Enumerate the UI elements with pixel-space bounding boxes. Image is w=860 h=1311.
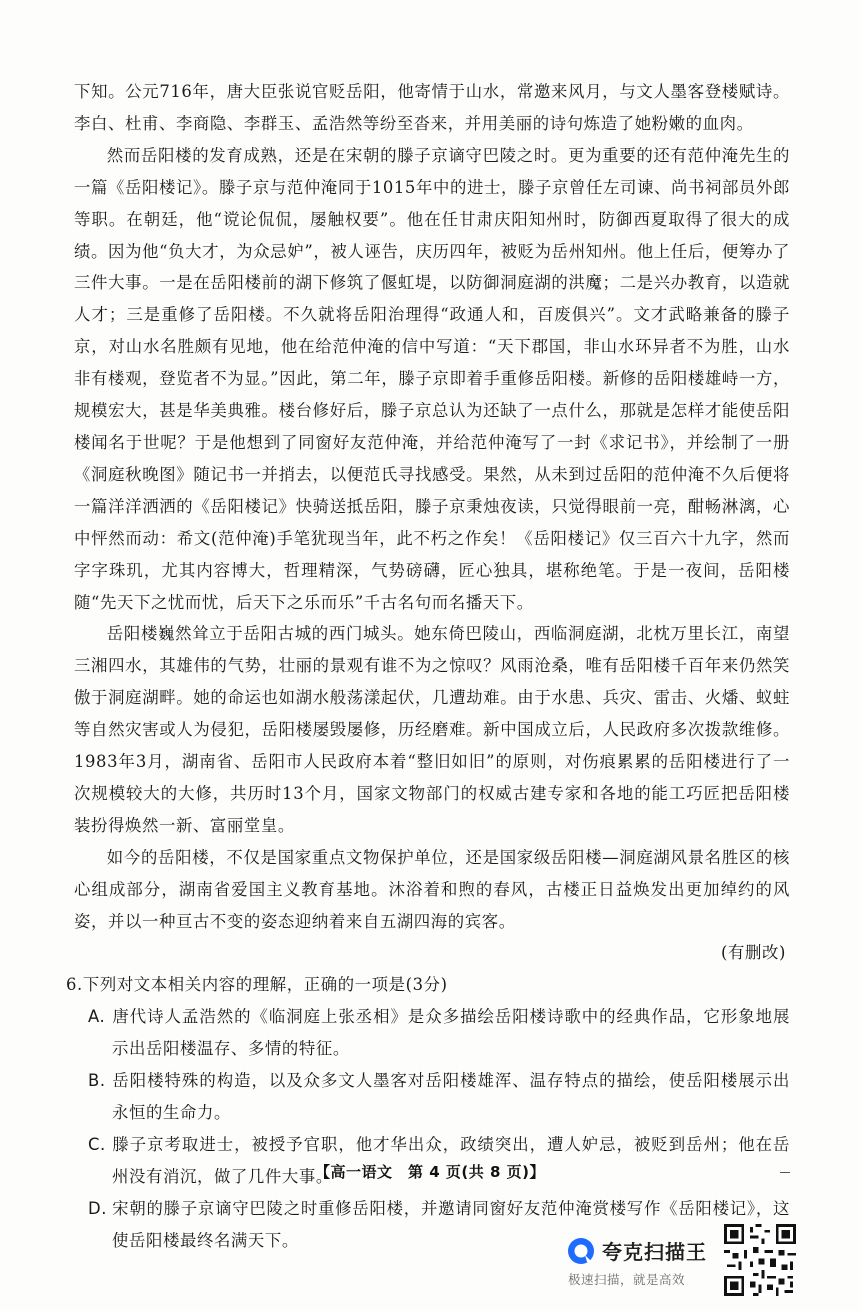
option-letter: D. <box>88 1198 108 1218</box>
option-text: 唐代诗人孟浩然的《临洞庭上张丞相》是众多描绘岳阳楼诗歌中的经典作品，它形象地展示出岳阳楼温存、多情的特征。 <box>112 1007 790 1059</box>
option-letter: C. <box>88 1134 106 1154</box>
article-paragraph-1: 下知。公元716年，唐大臣张说官贬岳阳，他寄情于山水，常邀来风月，与文人墨客登楼赋诗。李白、杜甫、李商隐、李群玉、孟浩然等纷至沓来，并用美丽的诗句炼造了她粉嫩的血肉。 <box>74 82 790 133</box>
option-text: 宋朝的滕子京谪守巴陵之时重修岳阳楼，并邀请同窗好友范仲淹赏楼写作《岳阳楼记》，这使岳阳楼最终名满天下。 <box>112 1198 790 1250</box>
question-6 <box>66 969 790 1256</box>
scanner-watermark <box>566 1234 722 1290</box>
edit-note: (有删改) <box>721 943 786 963</box>
watermark-slogan: 极速扫描，就是高效 <box>568 1272 686 1287</box>
watermark-brand: 夸克扫描王 <box>602 1240 707 1264</box>
option-letter: A. <box>88 1007 106 1027</box>
option-text: 滕子京考取进士，被授予官职，他才华出众，政绩突出，遭人妒忌，被贬到岳州；他在岳州没有消沉，做了几件大事。 <box>112 1134 790 1186</box>
article-paragraph-2: 然而岳阳楼的发育成熟，还是在宋朝的滕子京谪守巴陵之时。更为重要的还有范仲淹先生的一篇《岳阳楼记》。滕子京与范仲淹同于1015年中的进士，滕子京曾任左司谏、尚书祠部员外郎等职。在朝廷，他“谠论侃侃，屡触权要”。他在任甘肃庆阳知州时，防御西夏取得了很大的成绩。因为他“负大才，为众忌妒”，被人诬告，庆历四年，被贬为岳州知州。他上任后，便筹办了三件大事。一是在岳阳楼前的湖下修筑了偃虹堤，以防御洞庭湖的洪魔；二是兴办教育，以造就人才；三是重修了岳阳楼。不久就将岳阳治理得“政通人和，百废俱兴”。文才武略兼备的滕子京，对山水名胜颇有见地，他在给范仲淹的信中写道：“天下郡国，非山水环异者不为胜，山水非有楼观，登览者不为显。”因此，第二年，滕子京即着手重修岳阳楼。新修的岳阳楼雄峙一方，规模宏大，甚是华美典雅。楼台修好后，滕子京总认为还缺了一点什么，那就是怎样才能使岳阳楼闻名于世呢？于是他想到了同窗好友范仲淹，并给范仲淹写了一封《求记书》，并绘制了一册《洞庭秋晚图》随记书一并捎去，以便范氏寻找感受。果然，从未到过岳阳的范仲淹不久后便将一篇洋洋洒洒的《岳阳楼记》快骑送抵岳阳，滕子京秉烛夜读，只觉得眼前一亮，酣畅淋漓，心中怦然而动：希文(范仲淹)手笔犹现当年，此不朽之作矣！《岳阳楼记》仅三百六十九字，然而字字珠玑，尤其内容博大，哲理精深，气势磅礴，匠心独具，堪称绝笔。于是一夜间，岳阳楼随“先天下之忧而忧，后天下之乐而乐”千古名句而名播天下。 <box>74 145 790 612</box>
option-a <box>88 1001 790 1065</box>
option-letter: B. <box>88 1071 106 1091</box>
option-b <box>88 1065 790 1129</box>
page-content <box>66 76 790 1257</box>
page-footer: 【高一语文 第 4 页(共 8 页)】 <box>315 1163 545 1181</box>
quark-logo-icon <box>566 1236 596 1266</box>
qr-code-icon <box>724 1224 796 1296</box>
question-stem: 6.下列对文本相关内容的理解，正确的一项是(3分) <box>66 975 448 995</box>
option-text: 岳阳楼特殊的构造，以及众多文人墨客对岳阳楼雄浑、温存特点的描绘，使岳阳楼展示出永恒的生命力。 <box>112 1071 790 1122</box>
article-paragraph-3: 岳阳楼巍然耸立于岳阳古城的西门城头。她东倚巴陵山，西临洞庭湖，北枕万里长江，南望三湘四水，其雄伟的气势，壮丽的景观有谁不为之惊叹？风雨沧桑，唯有岳阳楼千百年来仍然笑傲于洞庭湖畔。她的命运也如湖水般荡漾起伏，几遭劫难。由于水患、兵灾、雷击、火燔、蚁蛀等自然灾害或人为侵犯，岳阳楼屡毁屡修，历经磨难。新中国成立后，人民政府多次拨款维修。1983年3月，湖南省、岳阳市人民政府本着“整旧如旧”的原则，对伤痕累累的岳阳楼进行了一次规模较大的大修，共历时13个月，国家文物部门的权威古建专家和各地的能工巧匠把岳阳楼装扮得焕然一新、富丽堂皇。 <box>74 624 790 835</box>
article-paragraph-4: 如今的岳阳楼，不仅是国家重点文物保护单位，还是国家级岳阳楼—洞庭湖风景名胜区的核心组成部分，湖南省爱国主义教育基地。沐浴着和煦的春风，古楼正日益焕发出更加绰约的风姿，并以一种亘古不变的姿态迎纳着来自五湖四海的宾客。 <box>74 847 790 931</box>
footer-dash <box>780 1172 790 1173</box>
